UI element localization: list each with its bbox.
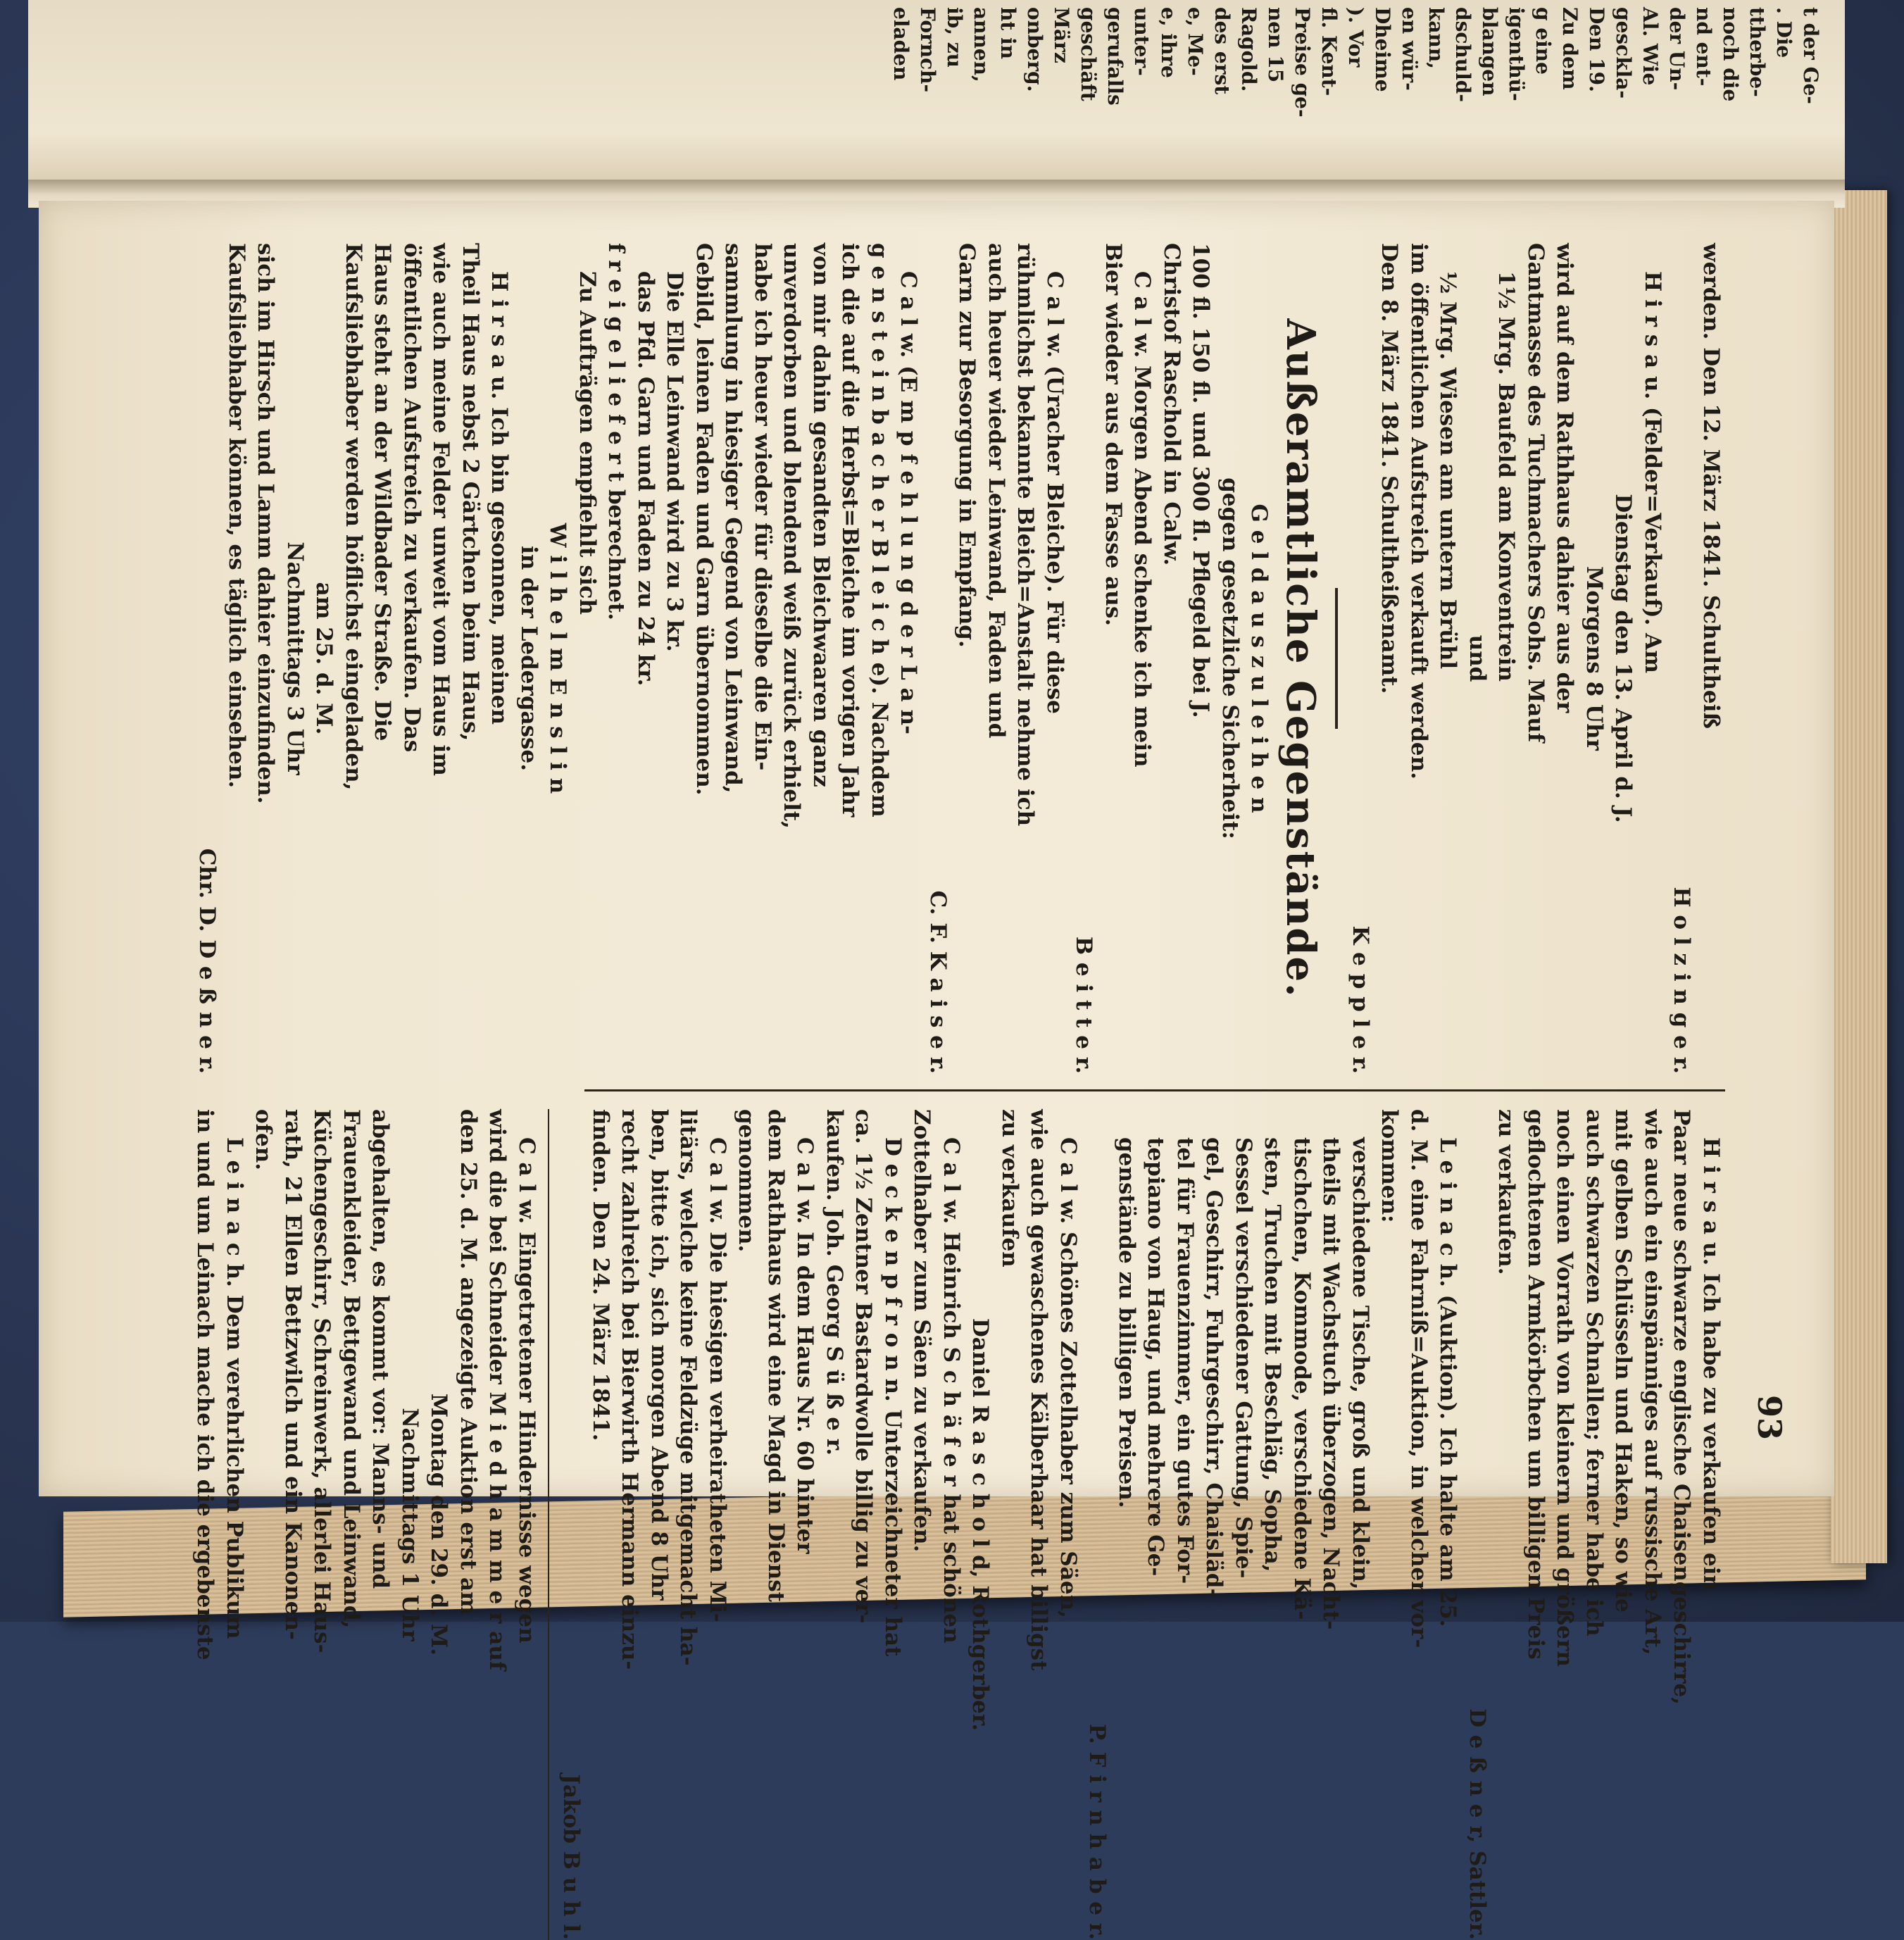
text-line: verschiedene Tische, groß und klein, [1348,1137,1373,1590]
previous-page-line: Ragold. [1237,7,1260,92]
previous-page-line: ht in [996,7,1020,60]
text-line: H i r s a u. Ich bin gesonnen, meinen [487,271,513,725]
text-line: Chr. D. D e ß n e r. [194,848,220,1074]
text-line: C a l w. Schönes Zottelhaber zum Säen, [1056,1137,1081,1618]
previous-page-line: Fornch- [916,7,939,93]
text-line: C a l w. Morgen Abend schenke ich mein [1129,271,1155,768]
previous-page-line: nen 15 [1264,7,1287,83]
leinach-notice [190,1109,249,1940]
text-line: dem Rathhaus wird eine Magd in Dienst [763,1109,789,1602]
text-line: Montag den 29. d. M. [426,1393,452,1656]
text-line: C a l w. Eingetretener Hindernisse wegen [514,1137,539,1644]
text-line: H o l z i n g e r. [1669,887,1695,1074]
previous-page-line: Zu dem [1558,7,1582,90]
text-line: C a l w. Heinrich S c h ä f e r hat schönen [939,1137,964,1644]
text-line: am 25. d. M. [311,582,337,735]
text-line: Sessel verschiedener Gattung, Spie- [1231,1137,1256,1579]
previous-page-line: ttherbe- [1746,7,1769,97]
text-line: gegen gesetzliche Sicherheit: [1217,477,1243,839]
previous-page-text [49,7,1824,183]
previous-page-line: kann, [1424,7,1448,70]
text-line: H i r s a u. Ich habe zu verkaufen ein [1698,1137,1724,1591]
page-93 [39,201,1834,1940]
previous-page-line: fl. Kent- [1317,7,1341,96]
text-line: G e l d a u s z u l e i h e n [1246,503,1272,813]
text-line: Kaufsliebhaber werden höflichst eingeladen, [341,243,366,791]
text-line: ich die auf die Herbst=Bleiche im vorigen Jahr [837,243,863,818]
text-line: Nachmittags 3 Uhr [282,542,308,775]
text-line: C a l w. (Uracher Bleiche). Für diese [1042,271,1067,714]
previous-page-line: igenthü- [1505,7,1528,101]
previous-page-line: gesckla- [1612,7,1635,99]
text-line: 100 fl. 150 fl. und 300 fl. Pflegeld bei J. [1188,243,1214,718]
text-line: sammlung in hiesiger Gegend von Leinwand, [720,243,746,794]
text-line: ½ Mrg. Wiesen am untern Brühl [1435,271,1461,670]
text-line: Zu Aufträgen empfiehlt sich [575,271,600,615]
text-line: auch schwarzen Schnallen; ferner habe ich [1582,1109,1607,1637]
text-line: wird auf dem Rathhaus dahier aus der [1552,243,1578,713]
previous-page-line: ). Vor [1344,7,1367,68]
text-line: den 25. d. M. angezeigte Auktion erst am [456,1109,481,1615]
miedhammer-auktion-notice [249,1109,541,1940]
text-line: zu verkaufen [997,1109,1022,1268]
text-line: mit gelben Schlüsseln und Haken, so wie [1610,1109,1636,1613]
text-line: Paar neue schwarze englische Chaisengeschirre, [1669,1109,1695,1706]
text-line: und [1465,634,1490,682]
text-line: wie auch ein einspänniges auf russische Art, [1640,1109,1665,1656]
zottelhaber-notice [907,1109,965,1940]
text-line: B e i t t e r. [1071,936,1097,1074]
text-line: recht zahlreich bei Bierwirth Hermann einzu- [617,1109,643,1670]
previous-page-line: März [1050,7,1073,63]
previous-page-line: e, Me- [1184,7,1207,76]
text-line: wird die bei Schneider M i e d h a m m e r auf [484,1109,511,1671]
text-line: C. F. K a i s e r. [925,890,951,1074]
text-line: werden. Den 12. März 1841. Schultheiß [1698,243,1724,729]
text-line: gel, Geschirr, Fuhrgeschirr, Chaisläd- [1201,1137,1227,1598]
section-heading: Außeramtliche Gegenstände. [1277,318,1324,999]
text-line: noch einen Vorrath von kleinern und größern [1552,1109,1578,1667]
text-line: das Pfd. Garn und Faden zu 24 kr. [633,271,658,687]
text-line: Kaufsliebhaber können, es täglich einsehen. [224,243,249,789]
text-line: finden. Den 24. März 1841. [588,1109,613,1441]
text-line: habe ich heuer wieder für dieselbe die Ein- [750,243,775,771]
text-line: rühmlichst bekannte Bleich=Anstalt nehme ich [1013,243,1039,827]
notice-divider [548,1109,549,1940]
previous-page-strip [28,0,1845,190]
previous-page-line: Al. Wie [1639,7,1662,86]
text-line: genstände zu billigen Preisen. [1114,1137,1139,1508]
text-line: D e c k e n p f r o n n. Unterzeichneter hat [880,1137,906,1657]
book-right-edge [1831,190,1887,1563]
text-line: Gantmasse des Tuchmachers Sohs. Mauf [1523,243,1548,743]
text-line: D e ß n e r, Sattler. [1465,1708,1490,1940]
text-line: rath, 21 Ellen Bettzwilch und ein Kanonen- [280,1109,306,1640]
previous-page-line: Den 19. [1585,7,1608,92]
text-line: Haus steht an der Wildbader Straße. Die [370,243,396,741]
previous-page-line: eladen [889,7,913,81]
text-line: sich im Hirsch und Lamm dahier einzufinden. [253,243,279,804]
text-line: f r e i g e l i e f e r t berechnet. [603,243,630,621]
text-line: tischchen, Kommode, verschiedene Kä- [1289,1137,1315,1620]
previous-page-line: e, ihre [1157,7,1180,78]
text-line: litärs, welche keine Feldzüge mitgemacht ha- [675,1109,701,1666]
text-line: g e n s t e i n b a c h e r B l e i c h e). Nachdem [867,243,892,818]
previous-page-line: annen, [970,7,993,82]
text-line: Jakob B u h l. [558,1774,584,1940]
text-line: sten, Truchen mit Beschläg, Sopha, [1260,1137,1286,1572]
text-line: wie auch meine Felder unweit vom Haus im [428,243,454,776]
previous-page-line: dschuld- [1451,7,1474,102]
text-line: tepiano von Haug, und mehrere Ge- [1143,1137,1169,1577]
text-line: Zottelhaber zum Säen zu verkaufen. [909,1109,935,1553]
text-line: kaufen. Joh. Georg S ü ß e r. [822,1109,847,1456]
text-line: von mir dahin gesandten Bleichwaaren ganz [808,243,834,787]
fahrniss-auktion-notice [1082,1109,1463,1940]
text-line: abgehalten, es kommt vor: Manns- und [368,1109,394,1589]
text-line: C a l w. Die hiesigen verheiratheten Mi- [705,1137,730,1622]
text-line: W i l h e l m E n s l i n [545,522,571,794]
text-line: K e p p l e r. [1348,925,1373,1074]
text-line: unverdorben und blendend weiß zurück erhielt, [779,243,805,829]
uracher-bleiche-notice [923,243,1070,1074]
previous-page-line: unter- [1130,7,1153,76]
chaisengeschirr-notice [1463,1109,1726,1940]
right-column [190,1109,1725,1940]
previous-page-line: onberg. [1023,7,1046,92]
rotated-page-content [70,229,1803,1940]
kaelberhaar-notice [965,1109,1082,1940]
text-line: L e i n a c h. (Auktion). Ich halte am 25. [1435,1137,1461,1627]
militaer-notice [556,1109,732,1940]
text-line: ca. 1½ Zentner Bastardwolle billig zu ver- [851,1109,877,1624]
previous-page-line: gerufalls [1103,7,1127,106]
text-line: P. F i r n h a b e r. [1084,1723,1110,1940]
text-line: kommen: [1377,1109,1403,1223]
text-line: theils mit Wachstuch überzogen, Nacht- [1318,1137,1344,1630]
previous-page-line: . Die [1772,7,1796,58]
left-column [192,243,1725,1074]
text-line: Gebild, leinen Faden und Garn übernommen. [691,243,717,796]
top-lines-block [1667,243,1725,1074]
previous-page-line: t der Ge- [1799,7,1822,104]
geld-auszuleihen-notice [1157,243,1274,1074]
page-number: 93 [1750,1394,1789,1440]
text-line: wie auch gewaschenes Kälberhaar hat billigst [1026,1109,1052,1671]
text-line: genommen. [734,1109,760,1253]
previous-page-line: en wür- [1398,7,1421,91]
langensteinbacher-bleiche-notice [514,243,923,1074]
text-line: Theil Haus nebst 2 Gärtchen beim Haus, [458,243,483,741]
text-line: Küchengeschirr, Schreinwerk, allerlei Haus- [309,1109,335,1653]
text-line: ofen. [251,1109,277,1171]
text-line: H i r s a u. (Felder=Verkauf). Am [1640,271,1665,674]
bastardwolle-notice [820,1109,908,1940]
text-line: Morgens 8 Uhr [1582,566,1607,751]
text-line: geflochtenen Armkörbchen um billigen Preis [1523,1109,1548,1660]
text-line: ben, bitte ich, sich morgen Abend 8 Uhr [646,1109,672,1601]
hirsau-haus-verkauf-notice [192,243,514,1074]
text-line: Christof Raschold in Calw. [1159,243,1184,566]
text-line: Den 8. März 1841. Schultheißenamt. [1377,243,1403,694]
text-line: auch heuer wieder Leinwand, Faden und [984,243,1009,739]
previous-page-line: geschäft [1077,7,1100,101]
text-line: Frauenkleider, Bettgewand und Leinwand, [339,1109,364,1629]
text-line: öffentlichen Aufstreich zu verkaufen. Das [399,243,425,753]
text-line: 1½ Mrg. Baufeld am Konventrein [1493,271,1520,682]
previous-page-line: noch die [1719,7,1742,102]
text-line: Garn zur Besorgung in Empfang. [954,243,980,648]
text-line: tel für Frauenzimmer, ein gutes For- [1172,1137,1198,1584]
text-line: C a l w. In dem Haus Nr. 60 hinter [792,1137,818,1554]
text-line: Bier wieder aus dem Fasse aus. [1101,243,1126,627]
text-line: in und um Leinach mache ich die ergebenste [192,1109,218,1660]
text-line: im öffentlichen Aufstreich verkauft werden. [1406,243,1432,780]
magd-notice [732,1109,820,1940]
text-line: L e i n a c h. Dem verehrlichen Publikum [222,1137,247,1639]
previous-page-line: der Un- [1665,7,1689,91]
previous-page-line: ib, zu [943,7,966,68]
previous-page-line: Dheime [1371,7,1394,92]
previous-page-line: Preise ge- [1291,7,1314,118]
previous-page-line: g eine [1532,7,1555,75]
previous-page-line: nd ent- [1692,7,1715,87]
text-line: Daniel R a s c h o l d, Rothgerber. [967,1318,994,1732]
text-line: C a l w. (E m p f e h l u n g d e r L a n- [896,271,922,734]
text-line: d. M. eine Fahrniß=Auktion, in welcher vor- [1406,1109,1432,1648]
hirsau-felder-verkauf-notice [1346,243,1667,1074]
column-divider [584,1089,1725,1091]
section-divider [1336,588,1339,729]
text-line: in der Ledergasse. [516,545,541,772]
text-line: Die Elle Leinwand wird zu 3 kr. [662,271,688,652]
text-line: Dienstag den 13. April d. J. [1610,494,1636,823]
text-line: Nachmittags 1 Uhr [397,1408,422,1641]
previous-page-line: blangen [1478,7,1501,96]
previous-page-line: des erst [1210,7,1234,95]
bier-notice [1069,243,1157,1074]
text-line: zu verkaufen. [1493,1109,1520,1275]
